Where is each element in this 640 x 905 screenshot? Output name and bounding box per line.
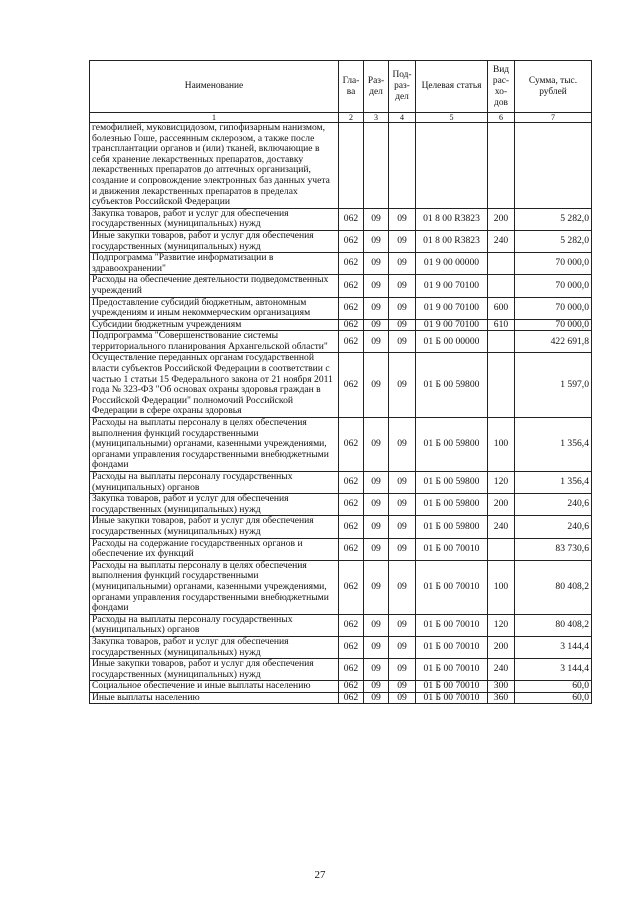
column-number: 4: [389, 113, 416, 123]
row-expense-kind: 100: [488, 418, 515, 472]
row-sum: 83 730,6: [515, 538, 592, 560]
row-target-article: 01 Б 00 59800: [416, 353, 488, 418]
table-row: [90, 659, 592, 681]
row-name: Расходы на выплаты персоналу государственных (муниципальных) органов: [90, 472, 339, 494]
row-chapter: 062: [339, 472, 364, 494]
row-target-article: 01 9 00 70100: [416, 275, 488, 297]
row-sum: 1 356,4: [515, 472, 592, 494]
row-target-article: 01 Б 00 00000: [416, 331, 488, 353]
row-section: [364, 123, 389, 209]
table-row: [90, 275, 592, 297]
row-name: гемофилией, муковисцидозом, гипофизарным нанизмом, болезнью Гоше, рассеянным склерозом, а также после трансплантации органов и (или) тканей, включающие в себя хранение лекарственных препаратов, доставку лекарственных препаратов до аптечных организаций, создание и сопровождение электронных баз данных учета и движения лекарственных препаратов в пределах субъектов Российской Федерации: [90, 123, 339, 209]
row-sum: 60,0: [515, 681, 592, 693]
row-sum: 70 000,0: [515, 319, 592, 331]
row-chapter: 062: [339, 692, 364, 704]
table-row: [90, 230, 592, 252]
row-subsection: 09: [389, 560, 416, 614]
row-expense-kind: [488, 123, 515, 209]
row-expense-kind: 240: [488, 516, 515, 538]
row-chapter: 062: [339, 353, 364, 418]
row-sum: 422 691,8: [515, 331, 592, 353]
row-chapter: 062: [339, 230, 364, 252]
row-section: 09: [364, 253, 389, 275]
row-target-article: 01 9 00 00000: [416, 253, 488, 275]
table-row: [90, 692, 592, 704]
row-expense-kind: 200: [488, 208, 515, 230]
row-target-article: 01 8 00 R3823: [416, 230, 488, 252]
row-name: Иные закупки товаров, работ и услуг для обеспечения государственных (муниципальных) нужд: [90, 230, 339, 252]
row-name: Закупка товаров, работ и услуг для обеспечения государственных (муниципальных) нужд: [90, 636, 339, 658]
row-sum: 5 282,0: [515, 208, 592, 230]
table-row: [90, 516, 592, 538]
row-expense-kind: 100: [488, 560, 515, 614]
row-name: Расходы на содержание государственных органов и обеспечение их функций: [90, 538, 339, 560]
table-row: [90, 418, 592, 472]
row-name: Расходы на выплаты персоналу в целях обеспечения выполнения функций государственными (муниципальными) органами, казенными учреждениями, органами управления государственными внебюджетными фондами: [90, 560, 339, 614]
header-chapter: Гла-ва: [339, 61, 364, 113]
row-section: 09: [364, 230, 389, 252]
row-section: 09: [364, 560, 389, 614]
row-chapter: 062: [339, 494, 364, 516]
row-target-article: 01 Б 00 70010: [416, 560, 488, 614]
row-sum: 1 356,4: [515, 418, 592, 472]
row-section: 09: [364, 636, 389, 658]
row-subsection: 09: [389, 253, 416, 275]
table-row: [90, 253, 592, 275]
table-row: [90, 614, 592, 636]
row-name: Иные закупки товаров, работ и услуг для обеспечения государственных (муниципальных) нужд: [90, 659, 339, 681]
row-subsection: 09: [389, 297, 416, 319]
row-name: Социальное обеспечение и иные выплаты населению: [90, 681, 339, 693]
row-chapter: 062: [339, 659, 364, 681]
row-section: 09: [364, 472, 389, 494]
row-expense-kind: 610: [488, 319, 515, 331]
page-number: 27: [314, 869, 326, 881]
row-expense-kind: [488, 331, 515, 353]
row-sum: 240,6: [515, 516, 592, 538]
row-name: Расходы на обеспечение деятельности подведомственных учреждений: [90, 275, 339, 297]
row-target-article: 01 Б 00 59800: [416, 516, 488, 538]
table-row: [90, 319, 592, 331]
row-name: Подпрограмма "Совершенствование системы территориального планирования Архангельской области": [90, 331, 339, 353]
row-expense-kind: 360: [488, 692, 515, 704]
row-section: 09: [364, 494, 389, 516]
row-subsection: 09: [389, 275, 416, 297]
column-number-row: [90, 113, 592, 123]
row-sum: 3 144,4: [515, 659, 592, 681]
row-chapter: 062: [339, 560, 364, 614]
row-section: 09: [364, 275, 389, 297]
row-chapter: 062: [339, 331, 364, 353]
table-row: [90, 208, 592, 230]
column-number: 3: [364, 113, 389, 123]
row-expense-kind: [488, 275, 515, 297]
row-subsection: 09: [389, 331, 416, 353]
row-chapter: 062: [339, 319, 364, 331]
row-expense-kind: 120: [488, 472, 515, 494]
row-chapter: 062: [339, 208, 364, 230]
table-body: [90, 123, 592, 704]
row-target-article: 01 Б 00 59800: [416, 472, 488, 494]
row-expense-kind: [488, 538, 515, 560]
row-expense-kind: 200: [488, 636, 515, 658]
row-expense-kind: 600: [488, 297, 515, 319]
row-target-article: 01 Б 00 70010: [416, 636, 488, 658]
row-section: 09: [364, 208, 389, 230]
table-row: [90, 123, 592, 209]
row-name: Закупка товаров, работ и услуг для обеспечения государственных (муниципальных) нужд: [90, 494, 339, 516]
header-expense-kind: Вид рас-хо-дов: [488, 61, 515, 113]
row-subsection: 09: [389, 516, 416, 538]
row-section: 09: [364, 516, 389, 538]
row-chapter: 062: [339, 275, 364, 297]
row-target-article: 01 Б 00 70010: [416, 538, 488, 560]
row-expense-kind: 240: [488, 659, 515, 681]
row-sum: 80 408,2: [515, 560, 592, 614]
row-name: Расходы на выплаты персоналу государственных (муниципальных) органов: [90, 614, 339, 636]
column-number: 2: [339, 113, 364, 123]
row-target-article: 01 Б 00 59800: [416, 418, 488, 472]
row-chapter: 062: [339, 297, 364, 319]
row-name: Иные выплаты населению: [90, 692, 339, 704]
table-row: [90, 560, 592, 614]
row-chapter: 062: [339, 681, 364, 693]
row-sum: [515, 123, 592, 209]
row-subsection: 09: [389, 353, 416, 418]
table-row: [90, 681, 592, 693]
table-row: [90, 636, 592, 658]
row-sum: 60,0: [515, 692, 592, 704]
header-name: Наименование: [90, 61, 339, 113]
row-target-article: 01 Б 00 70010: [416, 614, 488, 636]
row-section: 09: [364, 353, 389, 418]
row-expense-kind: 300: [488, 681, 515, 693]
row-name: Предоставление субсидий бюджетным, автономным учреждениям и иным некоммерческим организациям: [90, 297, 339, 319]
row-subsection: 09: [389, 538, 416, 560]
row-target-article: 01 Б 00 70010: [416, 659, 488, 681]
row-expense-kind: [488, 353, 515, 418]
row-sum: 5 282,0: [515, 230, 592, 252]
row-section: 09: [364, 681, 389, 693]
row-chapter: [339, 123, 364, 209]
row-section: 09: [364, 692, 389, 704]
row-subsection: 09: [389, 208, 416, 230]
row-sum: 1 597,0: [515, 353, 592, 418]
row-chapter: 062: [339, 253, 364, 275]
row-sum: 70 000,0: [515, 275, 592, 297]
row-target-article: 01 9 00 70100: [416, 319, 488, 331]
row-sum: 240,6: [515, 494, 592, 516]
row-chapter: 062: [339, 636, 364, 658]
row-name: Подпрограмма "Развитие информатизации в здравоохранении": [90, 253, 339, 275]
row-chapter: 062: [339, 516, 364, 538]
header-section: Раз-дел: [364, 61, 389, 113]
row-target-article: 01 Б 00 70010: [416, 681, 488, 693]
row-sum: 70 000,0: [515, 253, 592, 275]
column-number: 6: [488, 113, 515, 123]
row-target-article: 01 9 00 70100: [416, 297, 488, 319]
table-row: [90, 297, 592, 319]
column-number: 1: [90, 113, 339, 123]
row-subsection: 09: [389, 230, 416, 252]
row-section: 09: [364, 614, 389, 636]
header-row: [90, 61, 592, 113]
row-target-article: 01 8 00 R3823: [416, 208, 488, 230]
row-subsection: 09: [389, 636, 416, 658]
row-chapter: 062: [339, 614, 364, 636]
budget-table: [89, 60, 592, 704]
row-expense-kind: [488, 253, 515, 275]
table-row: [90, 353, 592, 418]
row-subsection: 09: [389, 692, 416, 704]
header-subsection: Под-раз-дел: [389, 61, 416, 113]
row-expense-kind: 240: [488, 230, 515, 252]
row-target-article: 01 Б 00 70010: [416, 692, 488, 704]
header-sum: Сумма, тыс. рублей: [515, 61, 592, 113]
row-expense-kind: 120: [488, 614, 515, 636]
row-target-article: [416, 123, 488, 209]
row-subsection: 09: [389, 681, 416, 693]
table-row: [90, 538, 592, 560]
row-chapter: 062: [339, 538, 364, 560]
row-subsection: 09: [389, 472, 416, 494]
row-subsection: 09: [389, 659, 416, 681]
row-name: Осуществление переданных органам государственной власти субъектов Российской Федерации в соответствии с частью 1 статьи 15 Федерального закона от 21 ноября 2011 года № 323-ФЗ "Об основах охраны здоровья граждан в Российской Федерации" полномочий Российской Федерации в сфере охраны здоровья: [90, 353, 339, 418]
row-target-article: 01 Б 00 59800: [416, 494, 488, 516]
table-row: [90, 331, 592, 353]
row-section: 09: [364, 418, 389, 472]
row-sum: 3 144,4: [515, 636, 592, 658]
row-name: Закупка товаров, работ и услуг для обеспечения государственных (муниципальных) нужд: [90, 208, 339, 230]
header-target-article: Целевая статья: [416, 61, 488, 113]
row-section: 09: [364, 319, 389, 331]
table-row: [90, 494, 592, 516]
row-section: 09: [364, 659, 389, 681]
row-sum: 80 408,2: [515, 614, 592, 636]
row-expense-kind: 200: [488, 494, 515, 516]
row-subsection: 09: [389, 614, 416, 636]
column-number: 5: [416, 113, 488, 123]
table-row: [90, 472, 592, 494]
column-number: 7: [515, 113, 592, 123]
row-chapter: 062: [339, 418, 364, 472]
row-name: Расходы на выплаты персоналу в целях обеспечения выполнения функций государственными (муниципальными) органами, казенными учреждениями, органами управления государственными внебюджетными фондами: [90, 418, 339, 472]
row-name: Субсидии бюджетным учреждениям: [90, 319, 339, 331]
row-subsection: 09: [389, 494, 416, 516]
row-section: 09: [364, 538, 389, 560]
row-subsection: 09: [389, 319, 416, 331]
row-sum: 70 000,0: [515, 297, 592, 319]
row-section: 09: [364, 297, 389, 319]
row-subsection: [389, 123, 416, 209]
row-subsection: 09: [389, 418, 416, 472]
row-section: 09: [364, 331, 389, 353]
row-name: Иные закупки товаров, работ и услуг для обеспечения государственных (муниципальных) нужд: [90, 516, 339, 538]
